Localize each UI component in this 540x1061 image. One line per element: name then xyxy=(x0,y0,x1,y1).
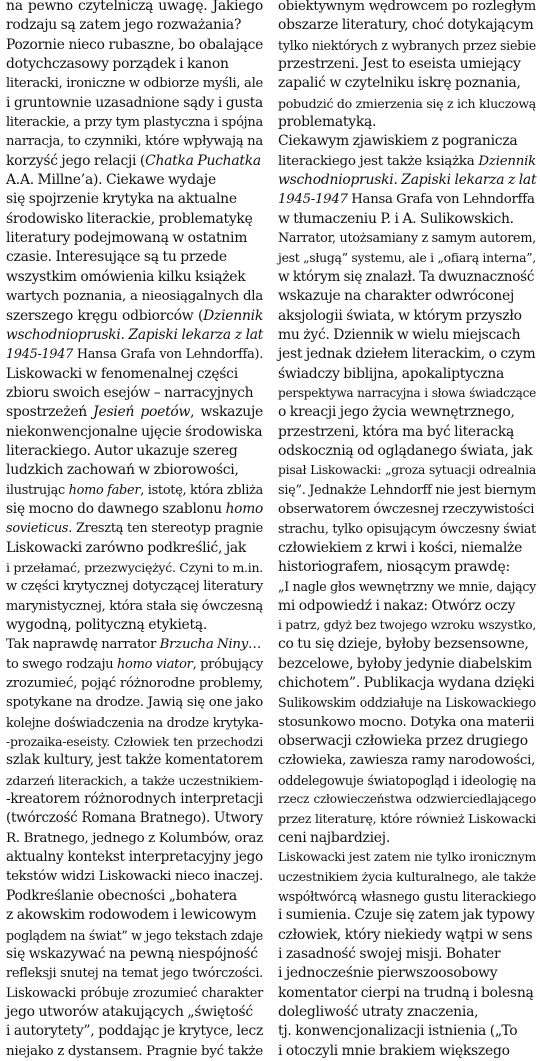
text-segment: zapalić w czytelniku iskrę poznania, xyxy=(278,75,521,92)
right-column-line xyxy=(278,423,536,442)
left-column-line xyxy=(6,190,263,209)
right-column-line xyxy=(278,655,536,674)
text-segment: rzecz człowieczeństwa odzwierciedlającego xyxy=(278,792,536,807)
text-segment: spostrzeżeń xyxy=(6,404,94,421)
text-segment: R. Bratnego, jednego z Kolumbów, oraz xyxy=(6,830,263,846)
text-segment: przez literaturę, które również Liskowacki xyxy=(278,811,536,827)
left-column-line xyxy=(6,539,263,558)
left-column-line xyxy=(6,984,263,1003)
text-segment: obszarze literatury, choć dotykającym xyxy=(278,17,534,34)
left-column-line xyxy=(6,500,263,519)
text-segment: kolejne doświadczenia na drodze krytyka- xyxy=(6,714,263,730)
text-segment: i otoczyli mnie brakiem większego xyxy=(278,1042,510,1059)
right-column-line xyxy=(278,1042,536,1061)
right-column-line xyxy=(278,887,536,906)
text-segment: . Zresztą ten stereotyp pragnie xyxy=(68,521,263,537)
text-segment: jest jednak dziełem literackim, o czym xyxy=(278,346,536,363)
right-column-line xyxy=(278,210,536,229)
text-segment: i zasadność swojej misji. Bohater xyxy=(278,945,501,962)
right-column-line xyxy=(278,945,536,964)
text-segment: w którym się znalazł. Ta dwuznaczność xyxy=(278,268,535,285)
text-segment: (twórczość Romana Bratnego). Utwory xyxy=(6,810,263,827)
right-column-line xyxy=(278,229,536,248)
text-segment: przestrzeni. Jest to eseista umiejący xyxy=(278,56,521,73)
text-segment: Liskowacki w fenomenalnej części xyxy=(6,365,238,382)
right-column-line xyxy=(278,461,536,480)
text-segment: współtwórcą własnego gustu literackiego xyxy=(278,888,536,904)
right-column-line xyxy=(278,906,536,925)
right-column-line xyxy=(278,326,536,345)
text-segment: obserwacji człowieka przez drugiego xyxy=(278,733,528,750)
right-column-line xyxy=(278,597,536,616)
text-segment: … xyxy=(248,637,262,653)
left-column-line xyxy=(6,229,263,248)
right-column-line xyxy=(278,539,536,558)
text-segment: problematyką. xyxy=(278,114,377,131)
left-column-line xyxy=(6,287,263,306)
text-segment: w tłumaczeniu P. i A. Sulikowskich. xyxy=(278,210,514,227)
text-segment: mi odpowiedź i nakaz: Otwórz oczy xyxy=(278,597,516,614)
left-column-line xyxy=(6,1042,263,1061)
text-segment: ilustrując xyxy=(6,482,69,498)
text-segment: człowiekiem z krwi i kości, niemalże xyxy=(278,539,523,556)
left-column-line xyxy=(6,152,263,171)
text-segment: literackie, a przy tym plastyczna i spójna xyxy=(6,115,263,131)
text-segment: obiektywnym wędrowcem po rozległym xyxy=(278,0,536,14)
left-column-line xyxy=(6,906,263,925)
text-segment: niekonwencjonalne ujęcie środowiska xyxy=(6,423,263,440)
left-column-line xyxy=(6,268,263,287)
text-segment: -prozaika-eseisty. Człowiek ten przechodzi xyxy=(6,734,263,750)
text-segment: jest „sługą” systemu, ale i „ofiarą interna”, xyxy=(278,250,536,266)
text-segment: Hansa Grafa von Lehndorffa xyxy=(347,192,535,208)
left-column-line xyxy=(6,771,263,790)
text-segment: literacki, ironiczne w odbiorze myśli, ale xyxy=(6,76,263,92)
right-column-line xyxy=(278,635,536,654)
left-column-line xyxy=(6,848,263,867)
text-segment: wygodną, polityczną etykietą. xyxy=(6,617,208,633)
text-segment: tj. konwencjonalizacji istnienia („To xyxy=(278,1023,518,1040)
text-segment: zrozumieć, pojąć różnorodne problemy, xyxy=(6,676,263,692)
right-column-line xyxy=(278,113,536,132)
italic-text-segment: wschodniopruski. Zapiski lekarza z lat xyxy=(6,326,263,343)
left-column-line xyxy=(6,926,263,945)
text-segment: człowiek, który niekiedy wątpi w sens xyxy=(278,926,533,943)
left-column-line xyxy=(6,384,263,403)
text-segment: Hansa Grafa von Lehndorffa). xyxy=(72,347,263,363)
text-segment: czasie. Interesujące są tu przede xyxy=(6,249,227,266)
right-column-line xyxy=(278,384,536,403)
left-column-line xyxy=(6,481,263,500)
text-segment: spotykane na drodze. Jawią się one jako xyxy=(6,695,263,711)
text-segment: poglądem na świat” w jego tekstach zdaje xyxy=(6,927,263,943)
text-segment: Liskowacki jest zatem nie tylko ironicznym xyxy=(278,850,536,865)
text-segment: bezcelowe, byłoby jedynie diabelskim xyxy=(278,655,533,672)
left-column-line xyxy=(6,461,263,480)
left-column-line xyxy=(6,790,263,809)
text-segment: z akowskim rodowodem i lewicowym xyxy=(6,907,257,924)
text-segment: Liskowacki próbuje zrozumieć charakter xyxy=(6,985,263,1001)
text-segment: A.A. Millne’a). Ciekawe wydaje xyxy=(6,172,216,189)
text-segment: się mocno do dawnego szablonu xyxy=(6,500,226,517)
text-segment: narracja, to czynniki, które wpływają na xyxy=(6,134,263,150)
text-segment: rodzaju są zatem jego rozważania? xyxy=(6,17,242,34)
right-column-line xyxy=(278,809,536,828)
text-segment: świadczy biblijna, apokaliptyczna xyxy=(278,365,504,382)
left-column-line xyxy=(6,867,263,886)
right-column-line xyxy=(278,152,536,171)
text-segment: szerszego kręgu odbiorców ( xyxy=(6,307,204,324)
text-segment: środowisko literackie, problematykę xyxy=(6,210,253,227)
right-column-line xyxy=(278,829,536,848)
text-segment: korzyść jego relacji ( xyxy=(6,152,146,169)
text-segment: pisał Liskowacki: „groza sytuacji odrealnia xyxy=(278,463,536,478)
text-segment: historiografem, niosącym prawdę: xyxy=(278,558,510,575)
left-column-line xyxy=(6,1003,263,1022)
right-column-line xyxy=(278,1003,536,1022)
right-column-line xyxy=(278,964,536,983)
text-segment: chichotem”. Publikacja wydana dzięki xyxy=(278,675,535,692)
text-segment: literackiego. Autor ukazuje szereg xyxy=(6,442,238,459)
left-column-line xyxy=(6,171,263,190)
left-column-line xyxy=(6,36,263,55)
right-column-line xyxy=(278,190,536,209)
right-column-line xyxy=(278,519,536,538)
text-segment: tylko niektórych z wybranych przez siebie xyxy=(278,37,536,53)
text-segment: mu żyć. Dziennik w wielu miejscach xyxy=(278,326,521,343)
left-column-line xyxy=(6,423,263,442)
text-segment: stosunkowo mocno. Dotyka ona materii xyxy=(278,714,535,730)
italic-text-segment: homo faber xyxy=(68,482,141,498)
text-segment: jego utworów atakujących „świętość xyxy=(6,1003,253,1020)
right-column-line xyxy=(278,171,536,190)
left-column-line xyxy=(6,1022,263,1041)
right-column-line xyxy=(278,693,536,712)
left-column-line xyxy=(6,693,263,712)
italic-text-segment: Dziennik xyxy=(203,307,263,324)
left-column-line xyxy=(6,16,263,35)
text-segment: dolegliwość utraty znaczenia, xyxy=(278,1003,479,1020)
text-segment: wskazuje na charakter odwróconej xyxy=(278,288,515,305)
left-column-line xyxy=(6,577,263,596)
left-column-line xyxy=(6,635,263,654)
left-column-line xyxy=(6,519,263,538)
text-segment: refleksji snutej na temat jego twórczości. xyxy=(6,966,263,982)
left-column-line xyxy=(6,132,263,151)
left-column-line xyxy=(6,210,263,229)
text-segment: marynistycznej, która stała się ówczesną xyxy=(6,598,263,614)
right-column-line xyxy=(278,248,536,267)
text-segment: się wskazywać na pewną niespójność xyxy=(6,945,258,962)
right-column-line xyxy=(278,345,536,364)
left-column-line xyxy=(6,365,263,384)
left-column-line xyxy=(6,713,263,732)
right-column-line xyxy=(278,287,536,306)
text-segment: niejako z dystansem. Pragnie być także xyxy=(6,1043,263,1059)
left-column-line xyxy=(6,674,263,693)
text-segment: ludzkich zachowań w zbiorowości, xyxy=(6,462,239,479)
left-column-line xyxy=(6,616,263,635)
text-segment: „I nagle głos wewnętrzny we mnie, dający xyxy=(278,579,536,595)
text-segment: pobudzić do zmierzenia się z ich kluczową xyxy=(278,95,536,111)
right-column-line xyxy=(278,984,536,1003)
text-segment: tekstów widzi Liskowacki nieco inaczej. xyxy=(6,869,263,885)
left-column-line xyxy=(6,55,263,74)
text-segment: zbioru swoich esejów – narracyjnych xyxy=(6,384,254,401)
right-column-line xyxy=(278,577,536,596)
right-column-line xyxy=(278,713,536,732)
italic-text-segment: Chatka Puchatka xyxy=(145,152,261,169)
text-segment: Tak naprawdę narrator xyxy=(6,637,160,653)
left-column-line xyxy=(6,113,263,132)
left-column-line xyxy=(6,945,263,964)
italic-text-segment: homo viator xyxy=(116,656,193,672)
right-column-line xyxy=(278,558,536,577)
right-column-line xyxy=(278,403,536,422)
text-segment: i sumienia. Czuje się zatem jak typowy xyxy=(278,907,535,924)
italic-text-segment: wschodniopruski. Zapiski lekarza z lat xyxy=(278,172,537,189)
left-column-line xyxy=(6,809,263,828)
text-segment: uczestnikiem życia kulturalnego, ale także xyxy=(278,869,536,885)
right-column-line xyxy=(278,867,536,886)
right-column-line xyxy=(278,1022,536,1041)
text-segment: komentator cierpi na trudną i bolesną xyxy=(278,984,534,1001)
right-column-line xyxy=(278,926,536,945)
text-segment: Podkreślanie obecności „bohatera xyxy=(6,887,237,904)
right-text-column xyxy=(278,0,536,1061)
text-segment: -kreatorem różnorodnych interpretacji xyxy=(6,791,263,808)
right-column-line xyxy=(278,94,536,113)
left-column-line xyxy=(6,74,263,93)
right-column-line xyxy=(278,732,536,751)
italic-text-segment: Jesień poetów xyxy=(93,404,191,421)
text-segment: Sulikowskim oddziałuje na Liskowackiego xyxy=(278,695,536,711)
right-column-line xyxy=(278,500,536,519)
text-segment: strachu, tylko opisującym ówczesny świat xyxy=(278,521,536,537)
text-segment: wszystkim omówienia kilku książek xyxy=(6,268,246,285)
left-column-line xyxy=(6,597,263,616)
text-segment: o kreacji jego życia wewnętrznego, xyxy=(278,404,515,421)
left-column-line xyxy=(6,326,263,345)
italic-text-segment: sovieticus xyxy=(6,521,69,537)
text-segment: to swego rodzaju xyxy=(6,656,117,672)
text-segment: wartych poznania, a nieosiągalnych dla xyxy=(6,289,263,305)
text-segment: Liskowacki zarówno podkreślić, jak xyxy=(6,539,247,556)
text-segment: , wskazuje xyxy=(190,404,263,421)
right-column-line xyxy=(278,751,536,770)
text-segment: aksjologii świata, w którym przyszło xyxy=(278,307,522,324)
text-segment: w części krytycznej dotyczącej literatury xyxy=(6,579,263,595)
left-column-line xyxy=(6,829,263,848)
text-segment: literatury podejmowaną w ostatnim xyxy=(6,230,248,247)
right-column-line xyxy=(278,268,536,287)
right-column-line xyxy=(278,616,536,635)
right-column-line xyxy=(278,771,536,790)
right-column-line xyxy=(278,442,536,461)
text-segment: i gruntownie uzasadnione sądy i gusta xyxy=(6,94,263,111)
right-column-line xyxy=(278,481,536,500)
right-column-line xyxy=(278,307,536,326)
text-segment: się spojrzenie krytyka na aktualne xyxy=(6,191,237,208)
right-column-line xyxy=(278,16,536,35)
left-column-line xyxy=(6,248,263,267)
text-segment: ceni najbardziej. xyxy=(278,829,390,846)
left-column-line xyxy=(6,655,263,674)
left-column-line xyxy=(6,307,263,326)
right-column-line xyxy=(278,365,536,384)
text-segment: co tu się dzieje, byłoby bezsensowne, xyxy=(278,636,529,653)
text-segment: Ciekawym zjawiskiem z pogranicza xyxy=(278,133,518,150)
text-segment: odskocznią od oglądanego świata, jak xyxy=(278,442,533,459)
left-column-line xyxy=(6,442,263,461)
right-column-line xyxy=(278,848,536,867)
italic-text-segment: homo xyxy=(225,500,263,517)
left-column-line xyxy=(6,751,263,770)
left-column-line xyxy=(6,964,263,983)
text-segment: i autorytety”, poddając je krytyce, lecz xyxy=(6,1023,263,1040)
right-column-line xyxy=(278,74,536,93)
text-segment: człowieka, zawiesza ramy narodowości, xyxy=(278,753,536,769)
text-segment: i patrz, gdyż bez twojego wzroku wszystko, xyxy=(278,618,536,632)
right-column-line xyxy=(278,0,536,16)
right-column-line xyxy=(278,55,536,74)
text-segment: szlak kultury, jest także komentatorem xyxy=(6,752,263,769)
left-column-line xyxy=(6,887,263,906)
right-column-line xyxy=(278,132,536,151)
text-segment: , próbujący xyxy=(192,656,264,672)
right-column-line xyxy=(278,674,536,693)
text-segment: i jednocześnie pierwszoosobowy xyxy=(278,965,498,982)
text-segment: , istotę, która zbliża xyxy=(140,482,263,498)
text-segment: na pewno czytelniczą uwagę. Jakiego xyxy=(6,0,263,14)
text-segment: Narrator, utożsamiany z samym autorem, xyxy=(278,231,536,247)
text-segment: się”. Jednakże Lehndorff nie jest biernym xyxy=(278,482,536,498)
italic-text-segment: 1945-1947 xyxy=(278,192,348,208)
left-column-line xyxy=(6,732,263,751)
italic-text-segment: Brzucha Niny xyxy=(159,637,249,653)
text-segment: i przełamać, przezwyciężyć. Czyni to m.in. xyxy=(6,559,263,575)
italic-text-segment: Dziennik xyxy=(478,153,536,169)
right-column-line xyxy=(278,36,536,55)
left-column-line xyxy=(6,403,263,422)
text-segment: aktualny kontekst interpretacyjny jego xyxy=(6,849,263,866)
text-segment: literackiego jest także książka xyxy=(278,153,479,169)
text-segment: przestrzeni, która ma być literacką xyxy=(278,423,515,440)
left-column-line xyxy=(6,0,263,16)
text-segment: zdarzeń literackich, a także uczestnikiem- xyxy=(6,772,263,788)
text-segment: dotychczasowy porządek i kanon xyxy=(6,56,229,73)
text-segment: perspektywa narracyjna i słowa świadczące xyxy=(278,385,536,400)
text-segment: oddelegowuje światopogląd i ideologię na xyxy=(278,772,536,788)
left-column-line xyxy=(6,94,263,113)
left-column-line xyxy=(6,345,263,364)
text-segment: obserwatorem ówczesnej rzeczywistości xyxy=(278,501,535,517)
italic-text-segment: 1945-1947 xyxy=(6,347,73,363)
right-column-line xyxy=(278,790,536,809)
text-segment: Pozornie nieco rubaszne, bo obalające xyxy=(6,36,263,53)
left-column-line xyxy=(6,558,263,577)
left-text-column xyxy=(6,0,263,1061)
